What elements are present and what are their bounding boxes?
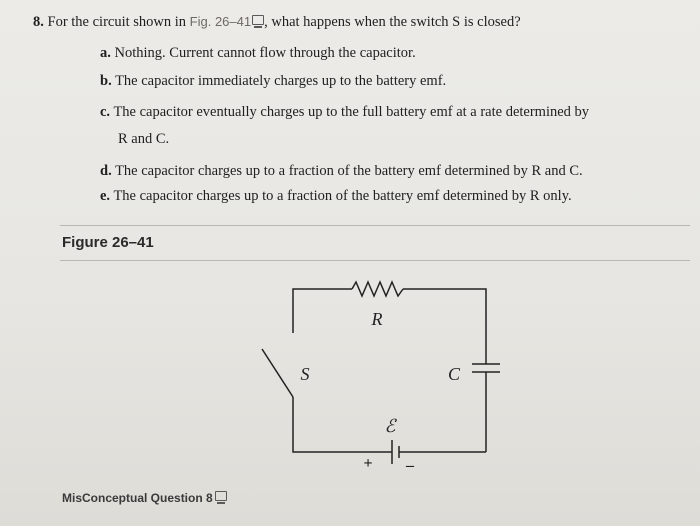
- minus-sign: –: [406, 457, 414, 474]
- question-suffix: , what happens when the switch S is closed?: [264, 14, 521, 30]
- option-letter: d.: [100, 163, 112, 179]
- switch-label: S: [300, 364, 310, 384]
- figure-label: Figure 26–41: [62, 234, 154, 251]
- footer-text: MisConceptual Question 8: [62, 491, 213, 505]
- option-letter: b.: [100, 73, 112, 89]
- footer-caption: [62, 491, 227, 505]
- media-icon[interactable]: [215, 491, 227, 501]
- option-letter: a.: [100, 45, 111, 61]
- option-text: The capacitor immediately charges up to the battery emf.: [115, 73, 447, 89]
- top-wire-left: [293, 289, 352, 333]
- option-text: The capacitor eventually charges up to the full battery emf at a rate determined by: [113, 104, 590, 120]
- capacitor-label: C: [447, 364, 461, 384]
- figure-reference-link[interactable]: Fig. 26–41: [189, 14, 252, 29]
- option-text: The capacitor charges up to a fraction of the battery emf determined by R and C.: [115, 163, 583, 179]
- option-text: R and C.: [118, 131, 170, 147]
- option-letter: c.: [100, 104, 111, 120]
- top-wire-right: [403, 289, 486, 364]
- question-prefix: For the circuit shown in: [47, 14, 190, 30]
- option-text: The capacitor charges up to a fraction of the battery emf determined by R only.: [113, 188, 572, 204]
- resistor-symbol: [352, 282, 403, 296]
- option-letter: e.: [100, 188, 111, 204]
- option-text: Nothing. Current cannot flow through the capacitor.: [114, 45, 416, 61]
- question-number: 8.: [33, 14, 44, 30]
- emf-label: ℰ: [384, 416, 396, 436]
- bottom-wire-left: [293, 397, 392, 452]
- resistor-label: R: [371, 309, 383, 329]
- plus-sign: +: [363, 455, 373, 472]
- switch-blade: [262, 349, 293, 397]
